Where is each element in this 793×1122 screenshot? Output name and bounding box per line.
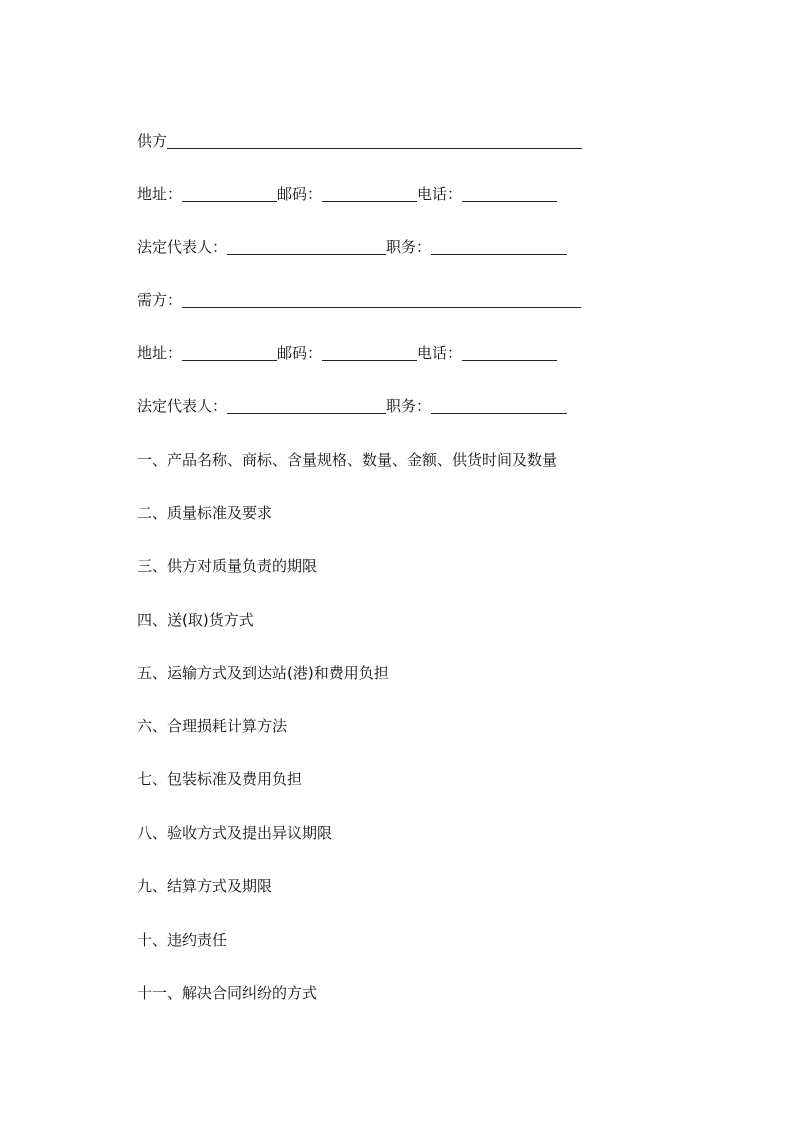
- clause-6: 六、合理损耗计算方法: [137, 717, 288, 735]
- buyer-label: 需方：: [137, 291, 183, 309]
- buyer-rep-label: 法定代表人：: [137, 397, 228, 415]
- clause-8: 八、验收方式及提出异议期限: [137, 824, 333, 842]
- supplier-rep-blank[interactable]: [227, 254, 386, 255]
- supplier-phone-label: 电话：: [417, 185, 463, 203]
- buyer-position-label: 职务：: [386, 397, 432, 415]
- supplier-address-blank[interactable]: [182, 201, 277, 202]
- buyer-contact-line: [137, 342, 557, 364]
- buyer-rep-line: [137, 395, 567, 417]
- supplier-position-label: 职务：: [386, 238, 432, 256]
- clause-10: 十、违约责任: [137, 931, 228, 949]
- supplier-position-blank[interactable]: [431, 254, 567, 255]
- buyer-phone-blank[interactable]: [462, 360, 557, 361]
- clause-11: 十一、解决合同纠纷的方式: [137, 984, 318, 1002]
- supplier-contact-line: [137, 183, 557, 205]
- buyer-position-blank[interactable]: [431, 413, 567, 414]
- supplier-rep-line: [137, 236, 567, 258]
- buyer-name-line: [137, 289, 581, 311]
- clause-4: 四、送(取)货方式: [137, 611, 254, 629]
- clause-3: 三、供方对质量负责的期限: [137, 557, 318, 575]
- supplier-postcode-blank[interactable]: [322, 201, 417, 202]
- buyer-phone-label: 电话：: [417, 344, 463, 362]
- supplier-label: 供方: [137, 132, 168, 150]
- buyer-address-label: 地址：: [137, 344, 183, 362]
- buyer-rep-blank[interactable]: [227, 413, 386, 414]
- clause-5: 五、运输方式及到达站(港)和费用负担: [137, 664, 389, 682]
- supplier-rep-label: 法定代表人：: [137, 238, 228, 256]
- buyer-postcode-label: 邮码：: [277, 344, 323, 362]
- supplier-name-blank[interactable]: [167, 148, 582, 149]
- clause-2: 二、质量标准及要求: [137, 504, 273, 522]
- buyer-address-blank[interactable]: [182, 360, 277, 361]
- supplier-name-line: [137, 130, 582, 152]
- supplier-address-label: 地址：: [137, 185, 183, 203]
- clause-1: 一、产品名称、商标、含量规格、数量、金额、供货时间及数量: [137, 451, 558, 469]
- buyer-postcode-blank[interactable]: [322, 360, 417, 361]
- supplier-phone-blank[interactable]: [462, 201, 557, 202]
- supplier-postcode-label: 邮码：: [277, 185, 323, 203]
- buyer-name-blank[interactable]: [182, 307, 581, 308]
- clause-7: 七、包装标准及费用负担: [137, 770, 303, 788]
- clause-9: 九、结算方式及期限: [137, 877, 273, 895]
